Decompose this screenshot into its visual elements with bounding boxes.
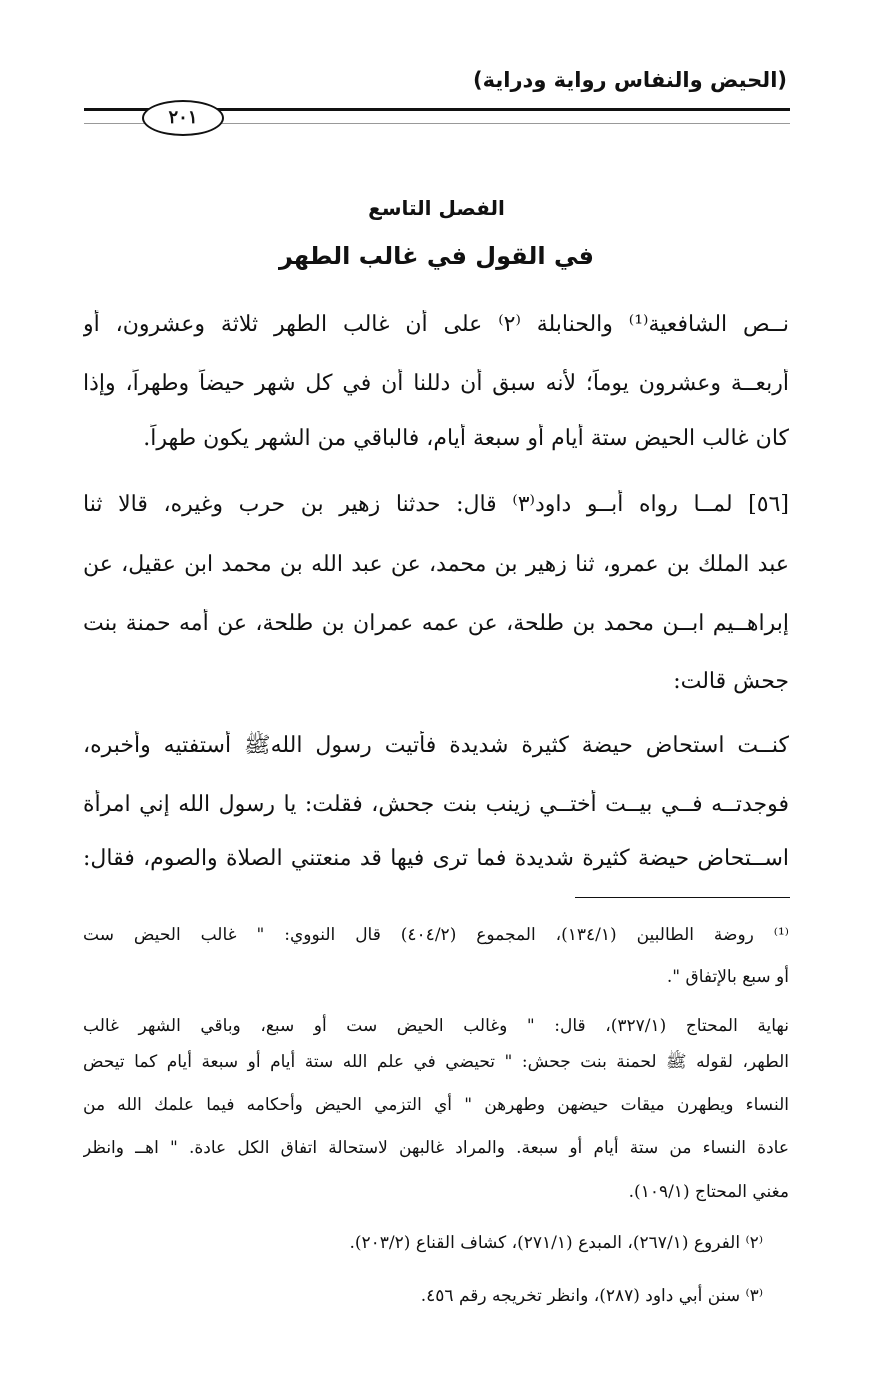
chapter-subtitle: في القول في غالب الطهر xyxy=(278,242,594,270)
footnote-line: مغني المحتاج (١٠٩/١). xyxy=(628,1182,789,1202)
body-line: إبراهــيم ابــن محمد بن طلحة، عن عمه عمران بن طلحة، عن أمه حمنة بنت xyxy=(83,611,789,636)
footnote-line: عادة النساء من ستة أيام أو سبعة. والمراد غالبهن لاستحالة اتفاق الكل عادة. " اهــ وانظر xyxy=(83,1138,789,1158)
footnote-line: ⁽٢⁾ الفروع (٢٦٧/١)، المبدع (٢٧١/١)، كشاف القناع (٢٠٣/٢). xyxy=(349,1233,763,1253)
body-line: [٥٦] لمــا رواه أبــو داود⁽٣⁾ قال: حدثنا زهير بن حرب وغيره، قالا ثنا xyxy=(83,492,789,517)
footnote-line: نهاية المحتاج (٣٢٧/١)، قال: " وغالب الحيض ست أو سبع، وباقي الشهر غالب xyxy=(83,1016,789,1036)
body-line: عبد الملك بن عمرو، ثنا زهير بن محمد، عن عبد الله بن محمد ابن عقيل، عن xyxy=(83,552,789,577)
body-line: أربعــة وعشرون يوماً؛ لأنه سبق أن دللنا أن في كل شهر حيضاً وطهراً، وإذا xyxy=(83,371,789,396)
body-line: كنــت استحاض حيضة كثيرة شديدة فأتيت رسول اللهﷺ أستفتيه وأخبره، xyxy=(83,733,789,758)
running-title: (الحيض والنفاس رواية ودراية) xyxy=(473,68,787,92)
body-line: كان غالب الحيض ستة أيام أو سبعة أيام، فالباقي من الشهر يكون طهراً. xyxy=(143,426,789,451)
chapter-title: الفصل التاسع xyxy=(368,196,505,220)
footnote-line: الطهر، لقوله ﷺ لحمنة بنت جحش: " تحيضي في علم الله ستة أيام أو سبعة أيام كما تيحض xyxy=(83,1052,789,1072)
footnote-line: ⁽¹⁾ روضة الطالبين (١٣٤/١)، المجموع (٤٠٤/٢) قال النووي: " غالب الحيض ست xyxy=(83,925,789,945)
footnote-separator xyxy=(575,897,790,898)
body-line: فوجدتــه فــي بيــت أختــي زينب بنت جحش، فقلت: يا رسول الله إني امرأة xyxy=(83,792,789,817)
footnote-line: أو سبع بالإتفاق ". xyxy=(666,967,789,987)
body-line: نــص الشافعية⁽¹⁾ والحنابلة ⁽٢⁾ على أن غالب الطهر ثلاثة وعشرون، أو xyxy=(83,312,789,337)
footnote-line: النساء ويطهرن ميقات حيضهن وطهرهن " أي التزمي الحيض وأحكامه فيما علمك الله من xyxy=(83,1095,789,1115)
page-number: ٢٠١ xyxy=(142,100,224,136)
body-line: جحش قالت: xyxy=(673,669,789,694)
footnote-line: ⁽٣⁾ سنن أبي داود (٢٨٧)، وانظر تخريجه رقم ٤٥٦. xyxy=(420,1286,763,1306)
body-line: اســتحاض حيضة كثيرة شديدة فما ترى فيها قد منعتني الصلاة والصوم، فقال: xyxy=(83,846,789,871)
